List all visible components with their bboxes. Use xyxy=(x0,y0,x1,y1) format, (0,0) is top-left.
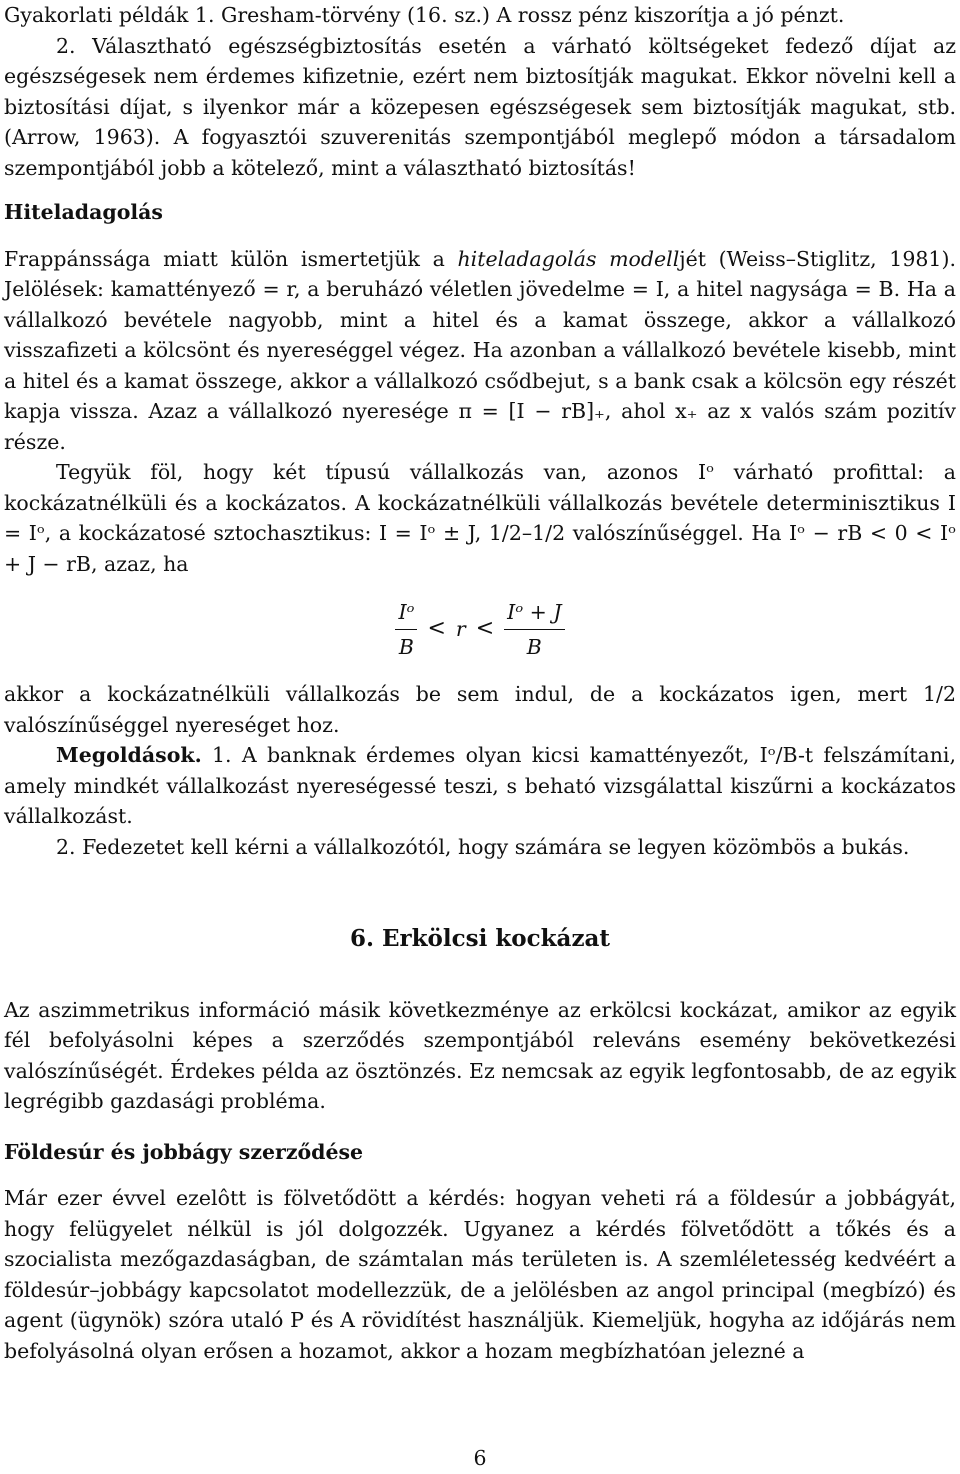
credit-rationing-paragraph-2: Tegyük föl, hogy két típusú vállalkozás van, azonos Iᵒ várható profittal: a kockázatnélküli és a kockázatos. A kockázatnélküli vállalkozás bevétele determinisztikus I = Iᵒ, a kockázatosé sztochasztikus: I = Iᵒ ± J, 1/2–1/2 valószínűséggel. Ha Iᵒ − rB < 0 < Iᵒ + J − rB, azaz, ha xyxy=(4,460,956,576)
practical-examples-item-2: 2. Választható egészségbiztosítás esetén a várható költségeket fedező díjat az egészségesek nem érdemes kifizetnie, ezért nem biztosítják magukat. Ekkor növelni kell a biztosítási díjat, s ilyenkor már a közepesen egészségesek sem biztosítják magukat, stb. (Arrow, 1963). A fogyasztói szuverenitás szempontjából meglepő módon a társadalom szempontjából jobb a kötelező, mint a választható biztosítás! xyxy=(4,33,956,180)
page xyxy=(4,0,956,1366)
solutions-paragraph xyxy=(4,740,956,832)
fraction-left-numerator: Iᵒ xyxy=(395,595,417,630)
landlord-serf-paragraph: Már ezer évvel ezelôtt is fölvetődött a kérdés: hogyan veheti rá a földesúr a jobbágyát, hogy felügyelet nélkül is jól dolgozzék. Ugyanez a kérdés fölvetődött a tőkés és a szocialista mezőgazdaságban, de számtalan más területen is. A szemléletesség kedvéért a földesúr–jobbágy kapcsolatot modellezzük, de a jelölésben az angol principal (megbízó) és agent (ügynök) szóra utaló P és A rövidítést használjük. Kiemeljük, hogyha az időjárás nem befolyásolná olyan erősen a hozamot, akkor a hozam megbízhatóan jelezné a xyxy=(4,1186,956,1363)
fraction-right-denominator: B xyxy=(526,634,542,659)
section-heading-credit-rationing: Hiteladagolás xyxy=(4,200,163,224)
chapter-title: 6. Erkölcsi kockázat xyxy=(349,925,611,952)
solutions-text: 1. A banknak érdemes olyan kicsi kamattényezőt, Iᵒ/B-t felszámítani, amely mindkét vállalkozást nyereségessé teszi, s beható vizsgálattal kiszűrni a kockázatos vállalkozást. xyxy=(4,743,956,828)
credit-rationing-paragraph-3: akkor a kockázatnélküli vállalkozás be sem indul, de a kockázatos igen, mert 1/2 valószínűséggel nyereséget hoz. xyxy=(4,682,956,737)
p1-text-b: jét (Weiss–Stiglitz, 1981). Jelölések: kamattényező = r, a beruházó véletlen jövedelme = I, a hitel nagysága = B. Ha a vállalkozó bevétele nagyobb, mint a hitel és a kamat összege, akkor a vállalkozó visszafizeti a kölcsönt és nyereséggel végez. Ha azonban a vállalkozó bevétele kisebb, mint a hitel és a kamat összege, akkor a vállalkozó csődbejut, s a bank csak a kölcsön egy részét kapja vissza. Azaz a vállalkozó nyeresége π = [I − rB]₊, ahol x₊ az x valós szám pozitív része. xyxy=(4,246,956,454)
fraction-right xyxy=(504,595,564,664)
fraction-left-denominator: B xyxy=(398,634,414,659)
credit-rationing-paragraph-1 xyxy=(4,244,956,458)
chapter-intro-paragraph: Az aszimmetrikus információ másik következménye az erkölcsi kockázat, amikor az egyik fél befolyásolni képes a szerződés szempontjából releváns esemény bekövetkezési valószínűségét. Érdekes példa az ösztönzés. Ez nemcsak az egyik legfontosabb, de az egyik legrégibb gazdasági probléma. xyxy=(4,997,956,1113)
p1-text-a: Frappánssága miatt külön ismertetjük a xyxy=(4,246,445,271)
fraction-right-numerator: Iᵒ + J xyxy=(504,595,564,630)
display-formula xyxy=(4,579,956,679)
fraction-left xyxy=(395,595,417,664)
formula-variable-r: r xyxy=(455,616,466,641)
relation-less-than-1: < xyxy=(427,615,446,641)
practical-examples-line xyxy=(4,0,956,31)
relation-less-than-2: < xyxy=(475,615,495,641)
solutions-label: Megoldások. xyxy=(56,743,202,767)
page-number: 6 xyxy=(473,1446,487,1470)
solution-2-paragraph: 2. Fedezetet kell kérni a vállalkozótól, hogy számára se legyen közömbös a bukás. xyxy=(56,834,910,859)
p1-emphasis: hiteladagolás modell xyxy=(457,246,680,271)
section-heading-landlord-serf: Földesúr és jobbágy szerződése xyxy=(4,1139,364,1164)
practical-examples-text: Gyakorlati példák 1. Gresham-törvény (16. sz.) A rossz pénz kiszorítja a jó pénzt. xyxy=(4,3,845,27)
